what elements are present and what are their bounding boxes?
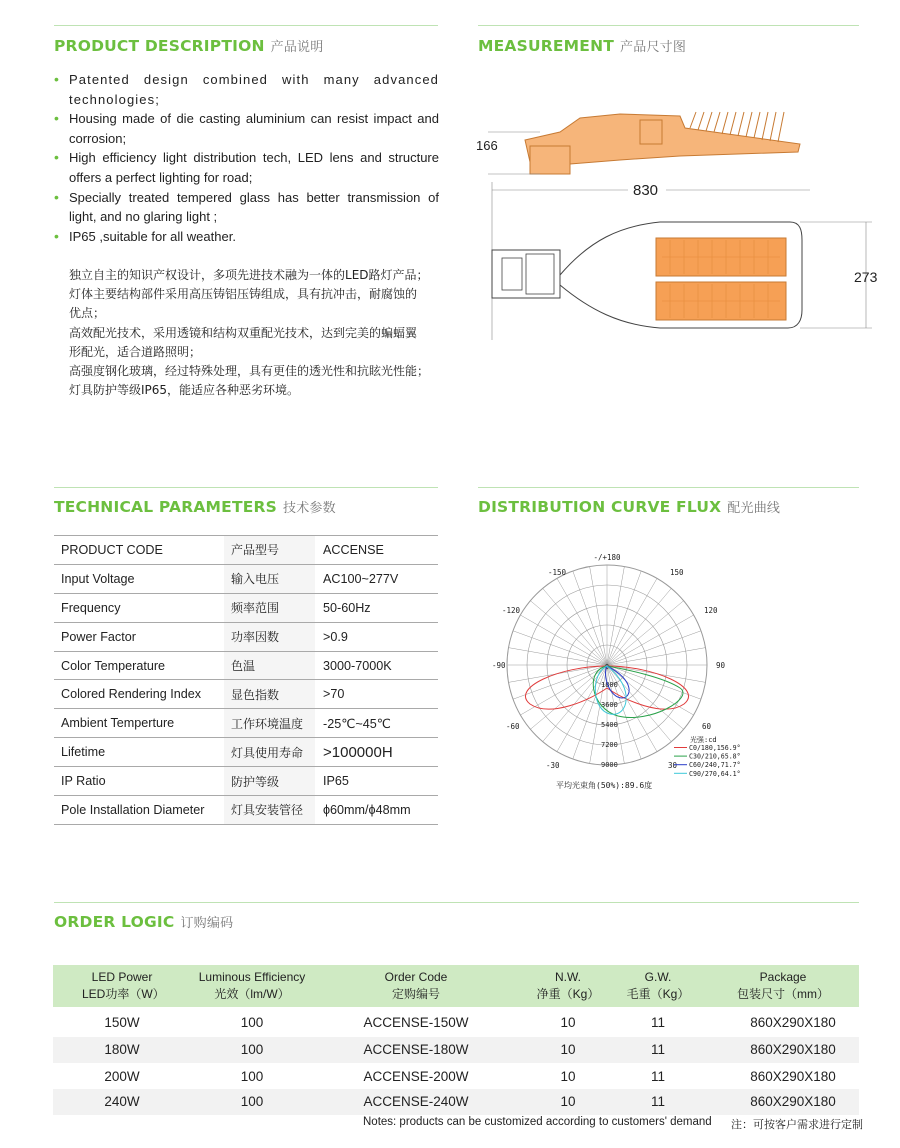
table-cell: >0.9 [315,622,438,651]
table-cell: ACCENSE-180W [363,1042,469,1057]
angle-label: -30 [546,761,560,770]
measurement-drawing [470,70,890,370]
angle-label: -90 [492,661,506,670]
order-table-header [53,965,859,1007]
dim-length-label: 830 [633,182,659,199]
table-cell: -25℃~45℃ [315,709,438,738]
table-cell: 150W [104,1015,140,1030]
text-line: 高效配光技术，采用透镜和结构双重配光技术，达到完美的蝙蝠翼 [69,325,418,340]
distribution-title: DISTRIBUTION CURVE FLUX 配光曲线 [478,498,781,516]
table-row [54,651,438,680]
table-cell: Pole Installation Diameter [54,796,224,825]
measurement-title: MEASUREMENT 产品尺寸图 [478,37,687,55]
polar-chart [490,548,790,798]
table-cell: Frequency [54,593,224,622]
order-note: Notes: products can be customized according to customers' demand [363,1116,712,1128]
angle-label: 150 [670,568,684,577]
radial-label: 1800 [601,681,618,689]
table-row [53,1064,859,1090]
table-row [54,709,438,738]
table-cell: ϕ60mm/ϕ48mm [315,796,438,825]
table-row [54,622,438,651]
radial-label: 0 [604,663,610,671]
table-cell: 灯具安装管径 [224,796,315,825]
table-cell: 50-60Hz [315,593,438,622]
list-item: • Housing made of die casting aluminium can resist impact and corrosion; [54,110,439,146]
header-package: Package 包装尺寸（mm） [737,970,829,1001]
table-cell: PRODUCT CODE [54,536,224,565]
text-line: 形配光，适合道路照明； [69,344,202,359]
table-cell: 11 [650,1042,665,1057]
list-item: • High efficiency light distribution tech, LED lens and structure offers a perfect lighting for road; [54,149,439,185]
table-cell: 860X290X180 [750,1069,836,1084]
angle-label: -/+180 [593,553,621,562]
text-line: 灯体主要结构部件采用高压铸铝压铸组成，具有抗冲击，耐腐蚀的 [69,287,418,302]
unit-label: 光强:cd [690,736,717,744]
section-rule [54,487,438,488]
table-cell: 100 [240,1042,264,1057]
table-cell: Lifetime [54,738,224,767]
table-row [54,767,438,796]
table-cell: 860X290X180 [750,1094,836,1109]
table-cell: IP Ratio [54,767,224,796]
table-cell: Ambient Temperture [54,709,224,738]
order-note-cn: 注：可按客户需求进行定制 [731,1118,863,1131]
distribution-curve [593,666,683,718]
text-line: 独立自主的知识产权设计，多项先进技术融为一体的LED路灯产品； [69,268,429,282]
table-cell: ACCENSE-240W [363,1094,469,1109]
side-view [525,114,800,174]
table-cell: ACCENSE-200W [363,1069,469,1084]
technical-parameters-title: TECHNICAL PARAMETERS 技术参数 [54,498,336,516]
list-item: • IP65 ,suitable for all weather. [54,227,236,244]
list-item: • Specially treated tempered glass has better transmission of light, and no glaring light ; [54,188,439,225]
table-cell: IP65 [315,767,438,796]
dim-width-label: 273 [854,269,878,285]
table-cell: 3000-7000K [315,651,438,680]
description-chinese [69,266,441,400]
angle-label: 30 [668,761,678,770]
table-cell: 功率因数 [224,622,315,651]
product-description-title: PRODUCT DESCRIPTION 产品说明 [54,37,324,55]
table-cell: ACCENSE [315,536,438,565]
table-row [54,593,438,622]
table-row [53,1037,859,1063]
table-cell: 860X290X180 [750,1042,836,1057]
table-cell: 11 [650,1094,665,1109]
legend-label: C90/270,64.1° [689,769,741,778]
table-cell: 11 [650,1015,665,1030]
table-row [54,738,438,767]
header-led-power: LED Power LED功率（W） [82,970,165,1001]
table-cell: >100000H [315,738,438,767]
table-cell: 100 [240,1069,264,1084]
table-cell: Power Factor [54,622,224,651]
legend-label: C60/240,71.7° [689,761,741,770]
radial-label: 3600 [601,701,618,709]
table-cell: AC100~277V [315,564,438,593]
table-cell: 色温 [224,651,315,680]
radial-label: 5400 [601,721,618,729]
description-bullets [54,70,439,246]
table-cell: 200W [104,1069,140,1084]
angle-label: 90 [716,661,726,670]
table-cell: 灯具使用寿命 [224,738,315,767]
text-line: 优点； [69,306,106,321]
technical-parameters-table [54,535,438,825]
table-cell: Color Temperature [54,651,224,680]
table-cell: 显色指数 [224,680,315,709]
table-row [53,1010,859,1036]
table-cell: 180W [104,1042,140,1057]
table-cell: 860X290X180 [750,1015,836,1030]
table-cell: 100 [240,1094,264,1109]
angle-label: -120 [502,606,521,615]
table-cell: ACCENSE-150W [363,1015,469,1030]
section-rule [54,25,438,26]
table-cell: Input Voltage [54,564,224,593]
angle-label: -150 [548,568,567,577]
table-cell: 100 [240,1015,264,1030]
table-cell: >70 [315,680,438,709]
table-cell: Colored Rendering Index [54,680,224,709]
radial-label: 9000 [601,761,618,769]
table-cell: 10 [560,1042,576,1057]
table-cell: 频率范围 [224,593,315,622]
table-cell: 工作环境温度 [224,709,315,738]
list-item: • Patented design combined with many advanced technologies; [54,71,439,107]
table-row [54,564,438,593]
header-order-code: Order Code 定购编号 [384,970,448,1001]
angle-label: -60 [506,722,520,731]
section-rule [54,902,859,903]
header-efficiency: Luminous Efficiency 光效（lm/W） [198,970,306,1001]
order-logic-title: ORDER LOGIC 订购编码 [54,913,234,931]
table-cell: 10 [560,1015,576,1030]
header-gw: G.W. 毛重（Kg） [626,970,690,1001]
table-row [54,680,438,709]
table-cell: 10 [560,1069,576,1084]
table-cell: 防护等级 [224,767,315,796]
table-cell: 产品型号 [224,536,315,565]
beam-angle-footer: 平均光束角(50%):89.6度 [556,781,653,790]
text-line: 高强度钢化玻璃，经过特殊处理，具有更佳的透光性和抗眩光性能； [69,364,430,379]
section-rule [478,487,859,488]
text-line: 灯具防护等级IP65，能适应各种恶劣环境。 [69,383,300,398]
table-cell: 10 [560,1094,576,1109]
table-cell: 240W [104,1094,140,1109]
legend-label: C30/210,65.8° [689,752,741,761]
legend-label: C0/180,156.9° [689,744,741,752]
section-rule [478,25,859,26]
table-row [53,1089,859,1115]
dim-height-label: 166 [476,138,498,153]
radial-label: 7200 [601,741,618,749]
table-cell: 输入电压 [224,564,315,593]
header-nw: N.W. 净重（Kg） [536,970,600,1001]
table-row [54,536,438,565]
table-cell: 11 [650,1069,665,1084]
angle-label: 60 [702,722,712,731]
angle-label: 120 [704,606,718,615]
table-row [54,796,438,825]
